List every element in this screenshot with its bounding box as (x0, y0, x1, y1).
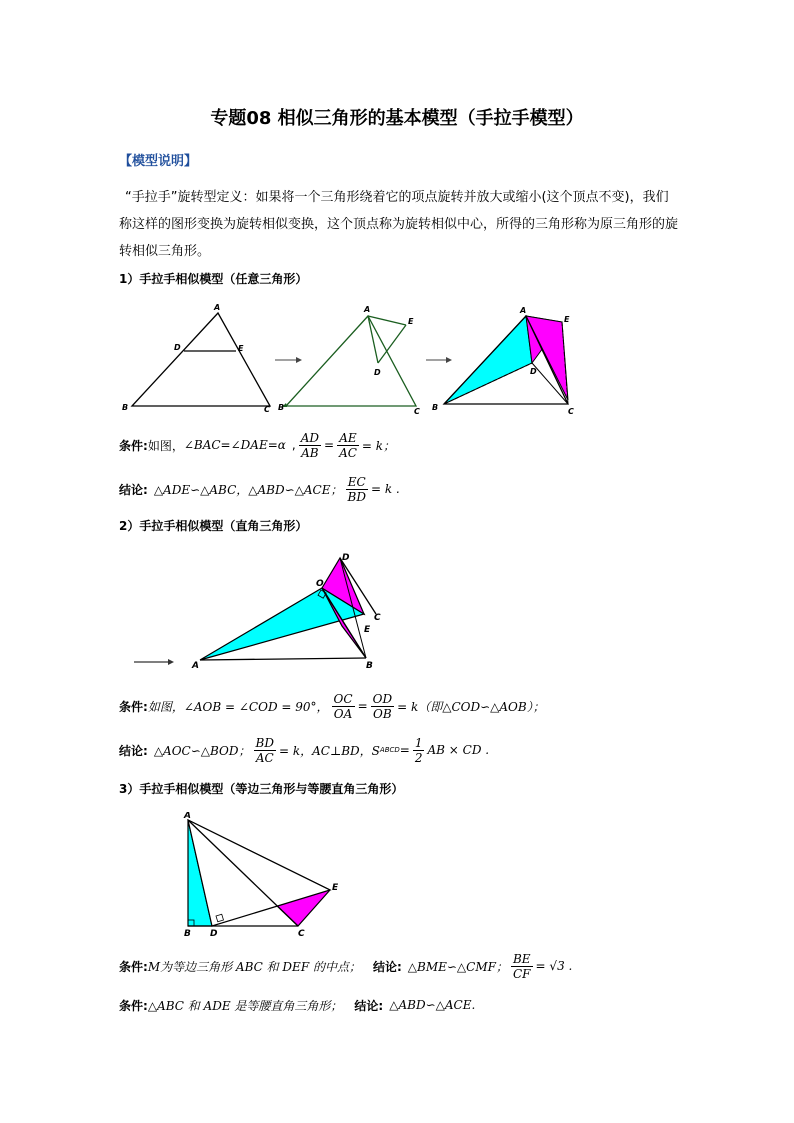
section-label: 【模型说明】 (119, 154, 198, 169)
label-d-m2: D (342, 553, 350, 563)
model2-figure (130, 548, 390, 672)
page-title: 专题08 相似三角形的基本模型（手拉手模型） (210, 108, 584, 129)
label-b-m2: B (366, 661, 373, 671)
label-a: A (214, 303, 221, 312)
model3-condition-1: 条件: M为等边三角形 ABC 和 DEF 的中点； 结论: △BME∽△CMF； $\frac{BE}{CF}$ = √3 . (119, 951, 573, 981)
label-a-2: A (364, 305, 371, 314)
model1-figure-3 (432, 306, 574, 416)
label-b-m3: B (184, 929, 191, 939)
label-a-3: A (520, 306, 527, 315)
label-d-3: D (530, 367, 537, 376)
arrow-2 (426, 357, 452, 363)
label-a-m3: A (184, 812, 191, 821)
intro-paragraph: “手拉手”旋转型定义：如果将一个三角形绕着它的项点旋转并放大或缩小(这个顶点不变)，我们称这样的图形变换为旋转相似变换，这个顶点称为旋转相似中心，所得的三角形称为原三角形的旋转相似三角形。 (119, 190, 679, 259)
label-b: B (122, 403, 129, 412)
label-d-m3: D (210, 929, 218, 939)
label-c-3: C (568, 407, 574, 416)
label-d: D (174, 343, 181, 352)
model1-figures (110, 296, 590, 420)
model3-condition-2: 条件: △ABC 和 ADE 是等腰直角三角形； 结论: △ABD∽△ACE. (119, 998, 476, 1013)
triangle-abc-2 (286, 316, 416, 406)
label-b-2: B (278, 403, 285, 412)
label-e-m2: E (364, 625, 371, 635)
model1-figure-1 (122, 303, 270, 414)
label-c-2: C (414, 407, 420, 416)
cyan-triangle-abd (444, 316, 532, 404)
label-c-m2: C (374, 613, 381, 623)
label-a-m2: A (192, 661, 199, 671)
label-e-m3: E (332, 883, 339, 893)
model2-conclusion: 结论: △AOC∽△BOD； $\frac{BD}{AC}$ = k，AC⊥BD，S ABCD = $\frac{1}{2}$ AB × CD . (119, 735, 490, 765)
model1-conclusion: 结论: △ADE∽△ABC，△ABD∽△ACE； $\frac{EC}{BD}$ = k . (119, 474, 400, 504)
model3-figure (178, 812, 348, 942)
label-c: C (264, 405, 270, 414)
arrow-1 (275, 357, 302, 363)
label-d-2: D (374, 368, 381, 377)
label-b-3: B (432, 403, 439, 412)
label-o-m2: O (316, 579, 324, 589)
label-e-3: E (564, 315, 570, 324)
model3-heading: 3）手拉手相似模型（等边三角形与等腰直角三角形） (119, 782, 404, 796)
model2-heading: 2）手拉手相似模型（直角三角形） (119, 519, 308, 533)
triangle-abc (132, 313, 270, 406)
label-c-m3: C (298, 929, 305, 939)
model1-heading: 1）手拉手相似模型（任意三角形） (119, 272, 308, 286)
label-e: E (238, 344, 244, 353)
model1-condition: 条件: 如图， ∠BAC=∠DAE=α , $\frac{AD}{AB}$ = $\frac{AE}{AC}$ = k； (119, 430, 396, 460)
arrow-3 (134, 659, 174, 665)
model2-condition: 条件: 如图，∠AOB = ∠COD = 90°， $\frac{OC}{OA}$ = $\frac{OD}{OB}$ = k（即△COD∽△AOB）； (119, 691, 545, 721)
label-e-2: E (408, 317, 414, 326)
